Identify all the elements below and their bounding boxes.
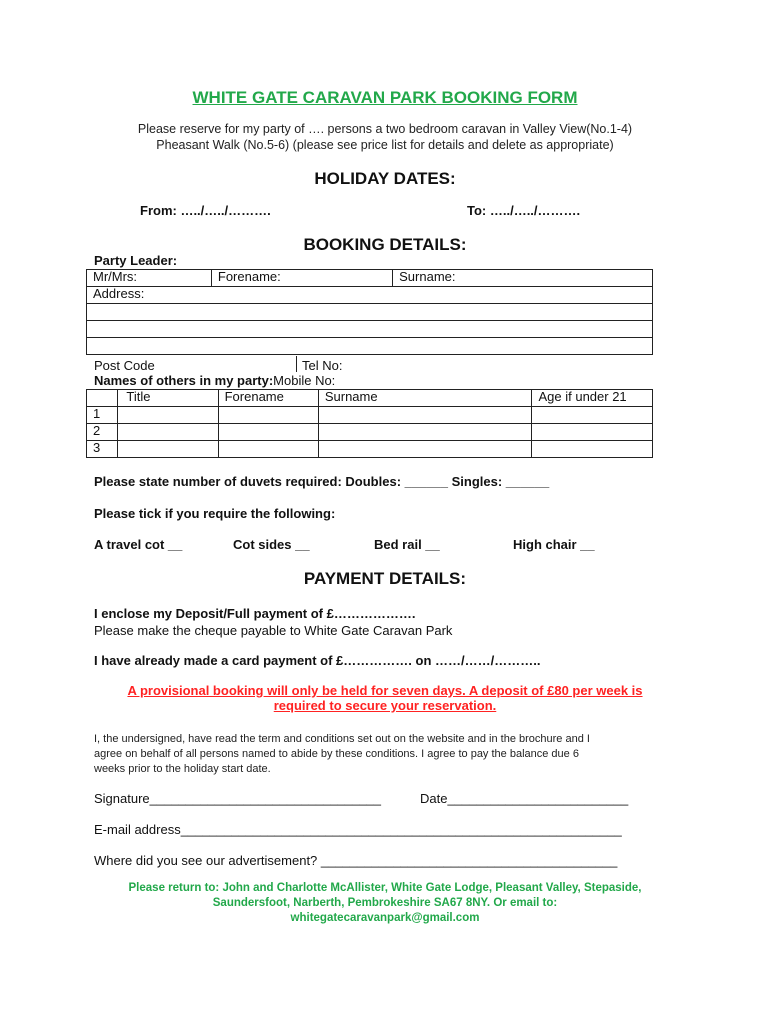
title-cell[interactable] (118, 441, 218, 458)
duvets-field[interactable]: Please state number of duvets required: Doubles: ______ Singles: ______ (94, 474, 550, 489)
names-others-label: Names of others in my party: (94, 373, 274, 388)
age-cell[interactable] (532, 424, 653, 441)
card-payment-field[interactable]: I have already made a card payment of £……………. on ……/……/……….. (94, 653, 541, 668)
age-cell[interactable] (532, 441, 653, 458)
payment-details-heading: PAYMENT DETAILS: (303, 569, 467, 588)
row-number: 1 (87, 407, 118, 424)
intro-line-1: Please reserve for my party of …. persons a two bedroom caravan in Valley View(No.1-4) (137, 122, 633, 136)
party-leader-table (86, 269, 653, 355)
forename-cell[interactable] (218, 441, 318, 458)
header-number (87, 390, 118, 407)
bed-rail-option[interactable]: Bed rail __ (374, 537, 440, 552)
return-address-line-1: Please return to: John and Charlotte McAllister, White Gate Lodge, Pleasant Valley, Stepaside, (128, 882, 642, 894)
cheque-note: Please make the cheque payable to White Gate Caravan Park (94, 623, 453, 638)
surname-cell[interactable] (318, 441, 532, 458)
surname-label: Surname: (399, 269, 456, 284)
row-number: 3 (87, 441, 118, 458)
header-forename: Forename (218, 390, 318, 407)
surname-field[interactable] (393, 270, 653, 287)
date-field[interactable]: Date_________________________ (420, 791, 629, 806)
address-field-line-2[interactable] (87, 304, 653, 321)
form-title: WHITE GATE CARAVAN PARK BOOKING FORM (192, 88, 578, 107)
high-chair-option[interactable]: High chair __ (513, 537, 595, 552)
holiday-dates-heading: HOLIDAY DATES: (314, 169, 456, 188)
forename-field[interactable] (211, 270, 392, 287)
address-field-line-1[interactable] (87, 287, 653, 304)
deposit-warning-line-2: required to secure your reservation. (273, 698, 497, 713)
advertisement-field[interactable]: Where did you see our advertisement? _________________________________________ (94, 853, 618, 868)
post-code-field[interactable] (94, 358, 155, 373)
title-cell[interactable] (118, 424, 218, 441)
post-code-divider (296, 356, 297, 372)
travel-cot-option[interactable]: A travel cot __ (94, 537, 183, 552)
deposit-warning-line-1: A provisional booking will only be held for seven days. A deposit of £80 per week is (127, 683, 643, 698)
deposit-amount-field[interactable]: I enclose my Deposit/Full payment of £………………. (94, 606, 416, 621)
mr-mrs-label: Mr/Mrs: (93, 269, 138, 284)
party-leader-label: Party Leader: (94, 253, 178, 268)
terms-line-3: weeks prior to the holiday start date. (94, 763, 271, 775)
header-title: Title (118, 390, 218, 407)
party-members-table (86, 389, 653, 458)
booking-details-heading: BOOKING DETAILS: (303, 235, 467, 254)
return-address-line-2: Saundersfoot, Narberth, Pembrokeshire SA67 8NY. Or email to: (212, 897, 558, 909)
row-number: 2 (87, 424, 118, 441)
mobile-no-label: Mobile No: (273, 373, 336, 388)
signature-field[interactable]: Signature________________________________ (94, 791, 382, 806)
surname-cell[interactable] (318, 407, 532, 424)
forename-cell[interactable] (218, 407, 318, 424)
mr-mrs-field[interactable] (87, 270, 212, 287)
surname-cell[interactable] (318, 424, 532, 441)
age-cell[interactable] (532, 407, 653, 424)
terms-line-1: I, the undersigned, have read the term and conditions set out on the website and in the brochure and I (94, 733, 590, 745)
tick-instruction: Please tick if you require the following: (94, 506, 336, 521)
terms-line-2: agree on behalf of all persons named to abide by these conditions. I agree to pay the balance due 6 (94, 748, 579, 760)
tel-no-label: Tel No: (302, 358, 343, 373)
post-code-label: Post Code (94, 358, 155, 373)
forename-cell[interactable] (218, 424, 318, 441)
email-field[interactable]: E-mail address_____________________________________________________________ (94, 822, 622, 837)
address-field-line-4[interactable] (87, 338, 653, 355)
cot-sides-option[interactable]: Cot sides __ (233, 537, 310, 552)
header-surname: Surname (318, 390, 532, 407)
return-email[interactable]: whitegatecaravanpark@gmail.com (290, 912, 480, 924)
names-others-row (94, 373, 335, 388)
header-age: Age if under 21 (532, 390, 653, 407)
address-label: Address: (93, 286, 145, 301)
from-date-field[interactable]: From: …../…../………. (140, 203, 271, 218)
title-cell[interactable] (118, 407, 218, 424)
address-field-line-3[interactable] (87, 321, 653, 338)
intro-line-2: Pheasant Walk (No.5-6) (please see price list for details and delete as appropriate) (156, 138, 614, 152)
to-date-field[interactable]: To: …../…../………. (467, 203, 581, 218)
tel-no-field[interactable] (302, 358, 342, 373)
forename-label: Forename: (217, 269, 281, 284)
